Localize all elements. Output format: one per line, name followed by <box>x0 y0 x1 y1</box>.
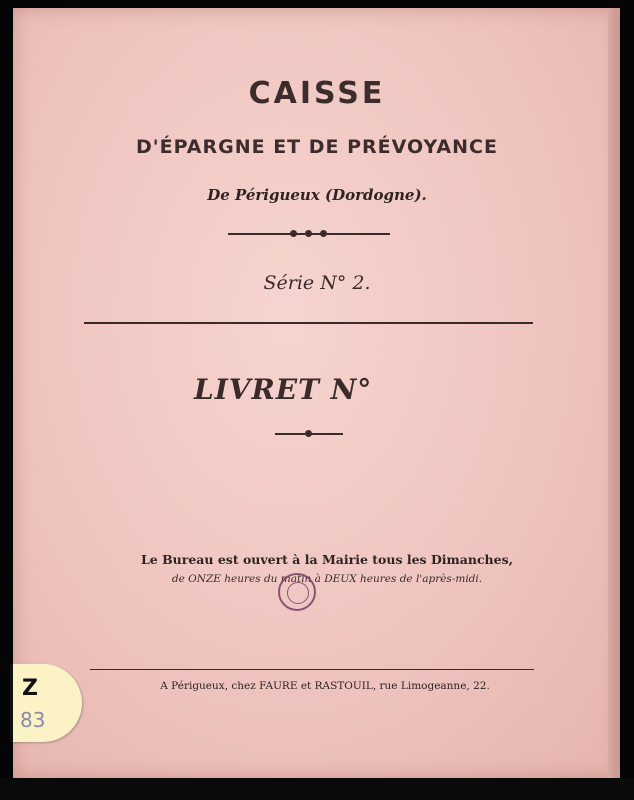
ornament-divider-top <box>228 233 390 235</box>
printer-imprint: A Périgueux, chez FAURE et RASTOUIL, rue Limogeanne, 22. <box>160 680 490 692</box>
series-number: Série N° 2. <box>263 272 371 294</box>
document-subheading: D'ÉPARGNE ET DE PRÉVOYANCE <box>136 136 498 158</box>
ornament-dot <box>320 230 327 237</box>
ornament-divider-middle <box>275 433 343 435</box>
label-edge-bar <box>10 664 13 742</box>
horizontal-rule-top <box>84 322 533 324</box>
ornament-dot <box>290 230 297 237</box>
office-hours-line-2: de ONZE heures du matin à DEUX heures de l'après-midi. <box>171 573 483 585</box>
ornament-dot <box>305 230 312 237</box>
office-hours-line-1: Le Bureau est ouvert à la Mairie tous les Dimanches, <box>141 552 513 567</box>
ornament-dot <box>305 430 312 437</box>
library-stamp-icon <box>278 573 316 611</box>
horizontal-rule-bottom <box>90 669 534 670</box>
scan-border <box>0 778 634 800</box>
document-location: De Périgueux (Dordogne). <box>207 186 427 204</box>
shelf-label-number: 83 <box>20 708 46 732</box>
livret-number-label: LIVRET N° <box>194 373 373 406</box>
document-heading: CAISSE <box>248 76 386 111</box>
stamp-inner-ring <box>287 582 309 604</box>
page-edge-shadow <box>608 8 620 778</box>
shelf-label-letter: Z <box>22 676 38 701</box>
